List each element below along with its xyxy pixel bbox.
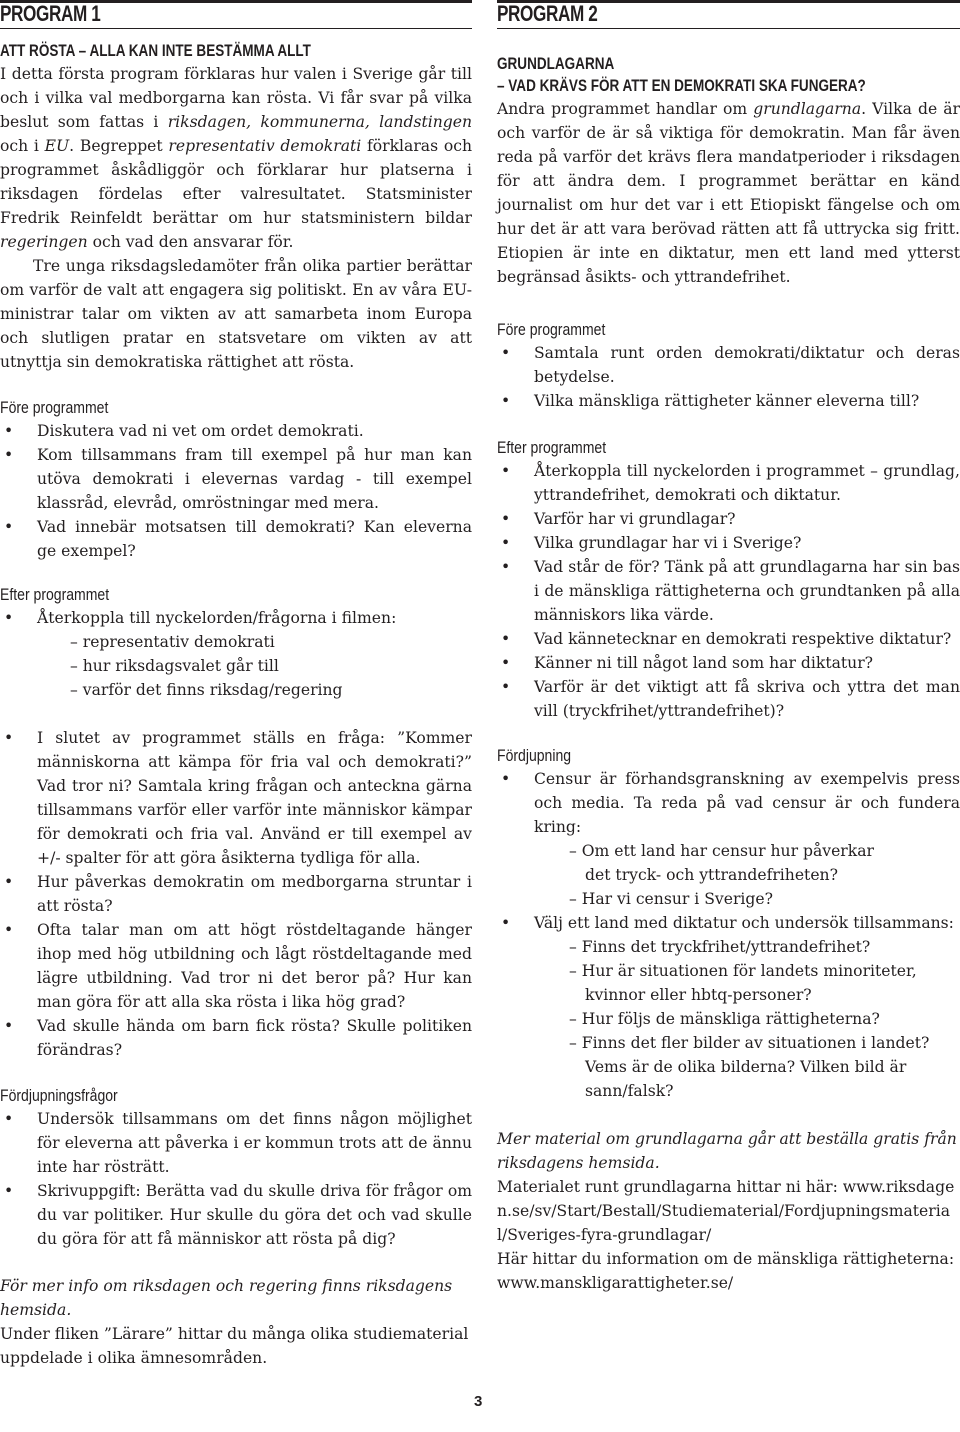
deepening-list <box>497 767 960 839</box>
list-item: • Vilka grundlagar har vi i Sverige? <box>497 531 960 555</box>
program-1-label: PROGRAM 1 <box>0 1 101 26</box>
program-1-intro: I detta första program förklaras hur valen i Sverige går till och i vilka val medborgarna kan rösta. Vi får svar på vilka beslut som fattas i riksdagen, kommunerna, landstingen och i EU. Begreppet representativ demokrati förklaras och programmet åskådliggör och förklarar hur platserna i riksdagen fördelas efter valresultatet. Statsminister Fredrik Reinfeldt berättar om hur statsministern bildar regeringen och vad den ansvarar för. <box>0 65 473 251</box>
question-line: – Finns det tryckfrihet/yttrandefrihet? <box>569 938 871 956</box>
list-item: • I slutet av programmet ställs en fråga: ”Kommer människorna att kämpa för fria val och demokrati?” Vad tror ni? Samtala kring frågan och anteckna gärna tillsammans varför eller varför inte människor kämpar för demokrati och fria val. Använd er till exempel av +/- spalter för att göra åsikterna tydliga för alla. <box>0 726 472 870</box>
program-2-label: PROGRAM 2 <box>497 1 598 26</box>
more-info-text: För mer info om riksdagen och regering finns riksdagens hemsida. <box>0 1277 453 1319</box>
deepening-heading: Fördjupning <box>497 747 572 765</box>
question-line: kvinnor eller hbtq-personer? <box>585 986 812 1004</box>
after-program-list <box>0 606 472 630</box>
list-item: • Återkoppla till nyckelorden i programmet – grundlag, yttrandefrihet, demokrati och diktatur. <box>497 459 960 507</box>
keyword-line: – representativ demokrati <box>70 633 275 651</box>
list-item: • Skrivuppgift: Berätta vad du skulle driva för frågor om du var politiker. Hur skulle du göra det och vad skulle du göra för att få människor att rösta på dig? <box>0 1179 472 1251</box>
before-program-heading: Före programmet <box>0 399 109 417</box>
material-link-text: Materialet runt grundlagarna hittar ni här: www.riksdagen.se/sv/Start/Bestall/Studiematerial/Fordjupningsmaterial/Sveriges-fyra-grundlagar/ <box>497 1178 955 1244</box>
program-2-heading: GRUNDLAGARNA <box>497 55 615 73</box>
program-2-column <box>497 0 960 1295</box>
list-item: • Känner ni till något land som har diktatur? <box>497 651 960 675</box>
question-line: – Hur följs de mänskliga rättigheterna? <box>569 1010 880 1028</box>
question-line: sann/falsk? <box>585 1082 674 1100</box>
question-line: – Finns det fler bilder av situationen i landet? <box>569 1034 930 1052</box>
after-program-heading: Efter programmet <box>0 586 110 604</box>
list-item: • Vad kännetecknar en demokrati respektive diktatur? <box>497 627 960 651</box>
question-line: Vems är de olika bilderna? Vilken bild är <box>585 1058 907 1076</box>
more-material-text: Mer material om grundlagarna går att beställa gratis från riksdagens hemsida. <box>497 1130 957 1172</box>
list-item: • Vad innebär motsatsen till demokrati? Kan eleverna ge exempel? <box>0 515 472 563</box>
before-program-heading: Före programmet <box>497 321 606 339</box>
list-item: • Vad skulle hända om barn fick rösta? Skulle politiken förändras? <box>0 1014 472 1062</box>
after-program-questions <box>0 726 472 1062</box>
rights-link-text: Här hittar du information om de mänskliga rättigheterna: www.manskligarattigheter.se/ <box>497 1250 955 1292</box>
list-item: • Ofta talar man om att högt röstdeltagande hänger ihop med hög utbildning och lågt röstdeltagande med lägre utbildning. Vad tror ni det beror på? Hur kan man göra för att alla ska rösta i lika hög grad? <box>0 918 472 1014</box>
list-item: • Vilka mänskliga rättigheter känner eleverna till? <box>497 389 960 413</box>
program-1-paragraph-2: Tre unga riksdagsledamöter från olika partier berättar om varför de valt att engagera sig politiskt. En av våra EU-ministrar talar om vikten av att samarbeta inom Europa och slutligen pratar en statsvetare om vikten av att utnyttja sin demokratiska rättighet att rösta. <box>0 257 472 371</box>
after-program-list <box>497 459 960 723</box>
list-item: • Återkoppla till nyckelorden/frågorna i filmen: <box>0 606 472 630</box>
question-line: – Har vi censur i Sverige? <box>569 890 773 908</box>
after-program-heading: Efter programmet <box>497 439 607 457</box>
before-program-list <box>0 419 472 563</box>
deep-questions-heading: Fördjupningsfrågor <box>0 1087 118 1105</box>
teachers-tab-text: Under fliken ”Lärare” hittar du många olika studiematerial uppdelade i olika ämnesområden. <box>0 1325 469 1367</box>
question-line: – Om ett land har censur hur påverkar <box>569 842 874 860</box>
deep-questions-list <box>0 1107 472 1251</box>
list-item: • Undersök tillsammans om det finns någon möjlighet för eleverna att påverka i er kommun trots att de ännu inte har rösträtt. <box>0 1107 472 1179</box>
keyword-line: – varför det finns riksdag/regering <box>70 681 343 699</box>
keyword-line: – hur riksdagsvalet går till <box>70 657 279 675</box>
list-item: • Hur påverkas demokratin om medborgarna struntar i att rösta? <box>0 870 472 918</box>
program-1-column <box>0 0 472 1370</box>
program-2-subheading: – VAD KRÄVS FÖR ATT EN DEMOKRATI SKA FUNGERA? <box>497 77 866 95</box>
list-item: • Censur är förhandsgranskning av exempelvis press och media. Ta reda på vad censur är och fundera kring: <box>497 767 960 839</box>
program-1-heading: ATT RÖSTA – ALLA KAN INTE BESTÄMMA ALLT <box>0 42 311 60</box>
question-line: det tryck- och yttrandefriheten? <box>585 866 838 884</box>
list-item: • Samtala runt orden demokrati/diktatur och deras betydelse. <box>497 341 960 389</box>
page-number: 3 <box>474 1393 483 1410</box>
list-item: • Kom tillsammans fram till exempel på hur man kan utöva demokrati i elevernas vardag - till exempel klassråd, elevråd, omröstningar med mera. <box>0 443 472 515</box>
list-item: • Varför är det viktigt att få skriva och yttra det man vill (tryckfrihet/yttrandefrihet)? <box>497 675 960 723</box>
program-2-intro: Andra programmet handlar om grundlagarna. Vilka de är och varför de är så viktiga för demokratin. Man får även reda på varför det krävs flera mandatperioder i riksdagen för att ändra dem. I programmet berättar en känd journalist om hur det var i ett Etiopiskt fängelse och om hur det är att vara berövad rätten att få uttrycka sig fritt. Etiopien är inte en diktatur, men ett land med ytterst begränsad åsikts- och yttrandefrihet. <box>497 100 960 286</box>
before-program-list <box>497 341 960 413</box>
list-item: • Varför har vi grundlagar? <box>497 507 960 531</box>
question-line: – Hur är situationen för landets minoriteter, <box>569 962 917 980</box>
deepening-list-2 <box>497 911 960 935</box>
list-item: • Diskutera vad ni vet om ordet demokrati. <box>0 419 472 443</box>
list-item: • Välj ett land med diktatur och undersök tillsammans: <box>497 911 960 935</box>
list-item: • Vad står de för? Tänk på att grundlagarna har sin bas i de mänskliga rättigheterna och grundtanken på alla människors lika värde. <box>497 555 960 627</box>
